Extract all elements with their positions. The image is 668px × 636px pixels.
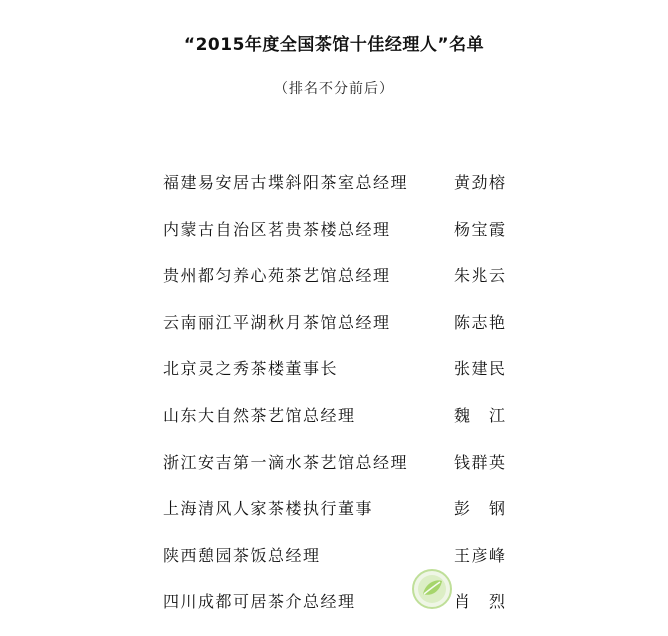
list-item: [0, 310, 668, 357]
organization-title: 陕西憩园茶饭总经理: [163, 545, 321, 565]
person-name: 彭 钢: [454, 499, 506, 519]
person-name: 朱兆云: [454, 266, 506, 286]
person-name: 肖 烈: [454, 592, 506, 612]
list-item: [0, 403, 668, 450]
organization-title: 浙江安吉第一滴水茶艺馆总经理: [163, 452, 409, 472]
list-item: [0, 589, 668, 636]
person-name: 张建民: [454, 359, 506, 379]
person-name: 钱群英: [454, 452, 506, 472]
person-name: 黄劲榕: [454, 173, 506, 192]
person-name: 陈志艳: [454, 312, 506, 332]
leaf-logo-watermark-icon: [410, 567, 454, 611]
list-item: [0, 356, 668, 403]
person-name: 杨宝霞: [454, 219, 506, 239]
list-item: [0, 450, 668, 497]
organization-title: 贵州都匀养心苑茶艺馆总经理: [163, 266, 391, 286]
list-item: [0, 543, 668, 590]
list-item: [0, 170, 668, 217]
list-item: [0, 496, 668, 543]
person-name: 王彦峰: [454, 545, 506, 565]
organization-title: 上海清风人家茶楼执行董事: [163, 499, 374, 519]
page-subtitle: （排名不分前后）: [274, 81, 394, 97]
list-item: [0, 263, 668, 310]
list-item: [0, 217, 668, 264]
organization-title: 四川成都可居茶介总经理: [163, 592, 356, 612]
organization-title: 山东大自然茶艺馆总经理: [163, 405, 356, 425]
organization-title: 内蒙古自治区茗贵茶楼总经理: [163, 219, 391, 239]
organization-title: 北京灵之秀茶楼董事长: [163, 359, 339, 379]
organization-title: 云南丽江平湖秋月茶馆总经理: [163, 312, 391, 332]
person-name: 魏 江: [454, 405, 506, 425]
page-title: “2015年度全国茶馆十佳经理人”名单: [183, 35, 485, 55]
organization-title: 福建易安居古堞斜阳茶室总经理: [163, 173, 409, 192]
awardee-list: [0, 170, 668, 636]
